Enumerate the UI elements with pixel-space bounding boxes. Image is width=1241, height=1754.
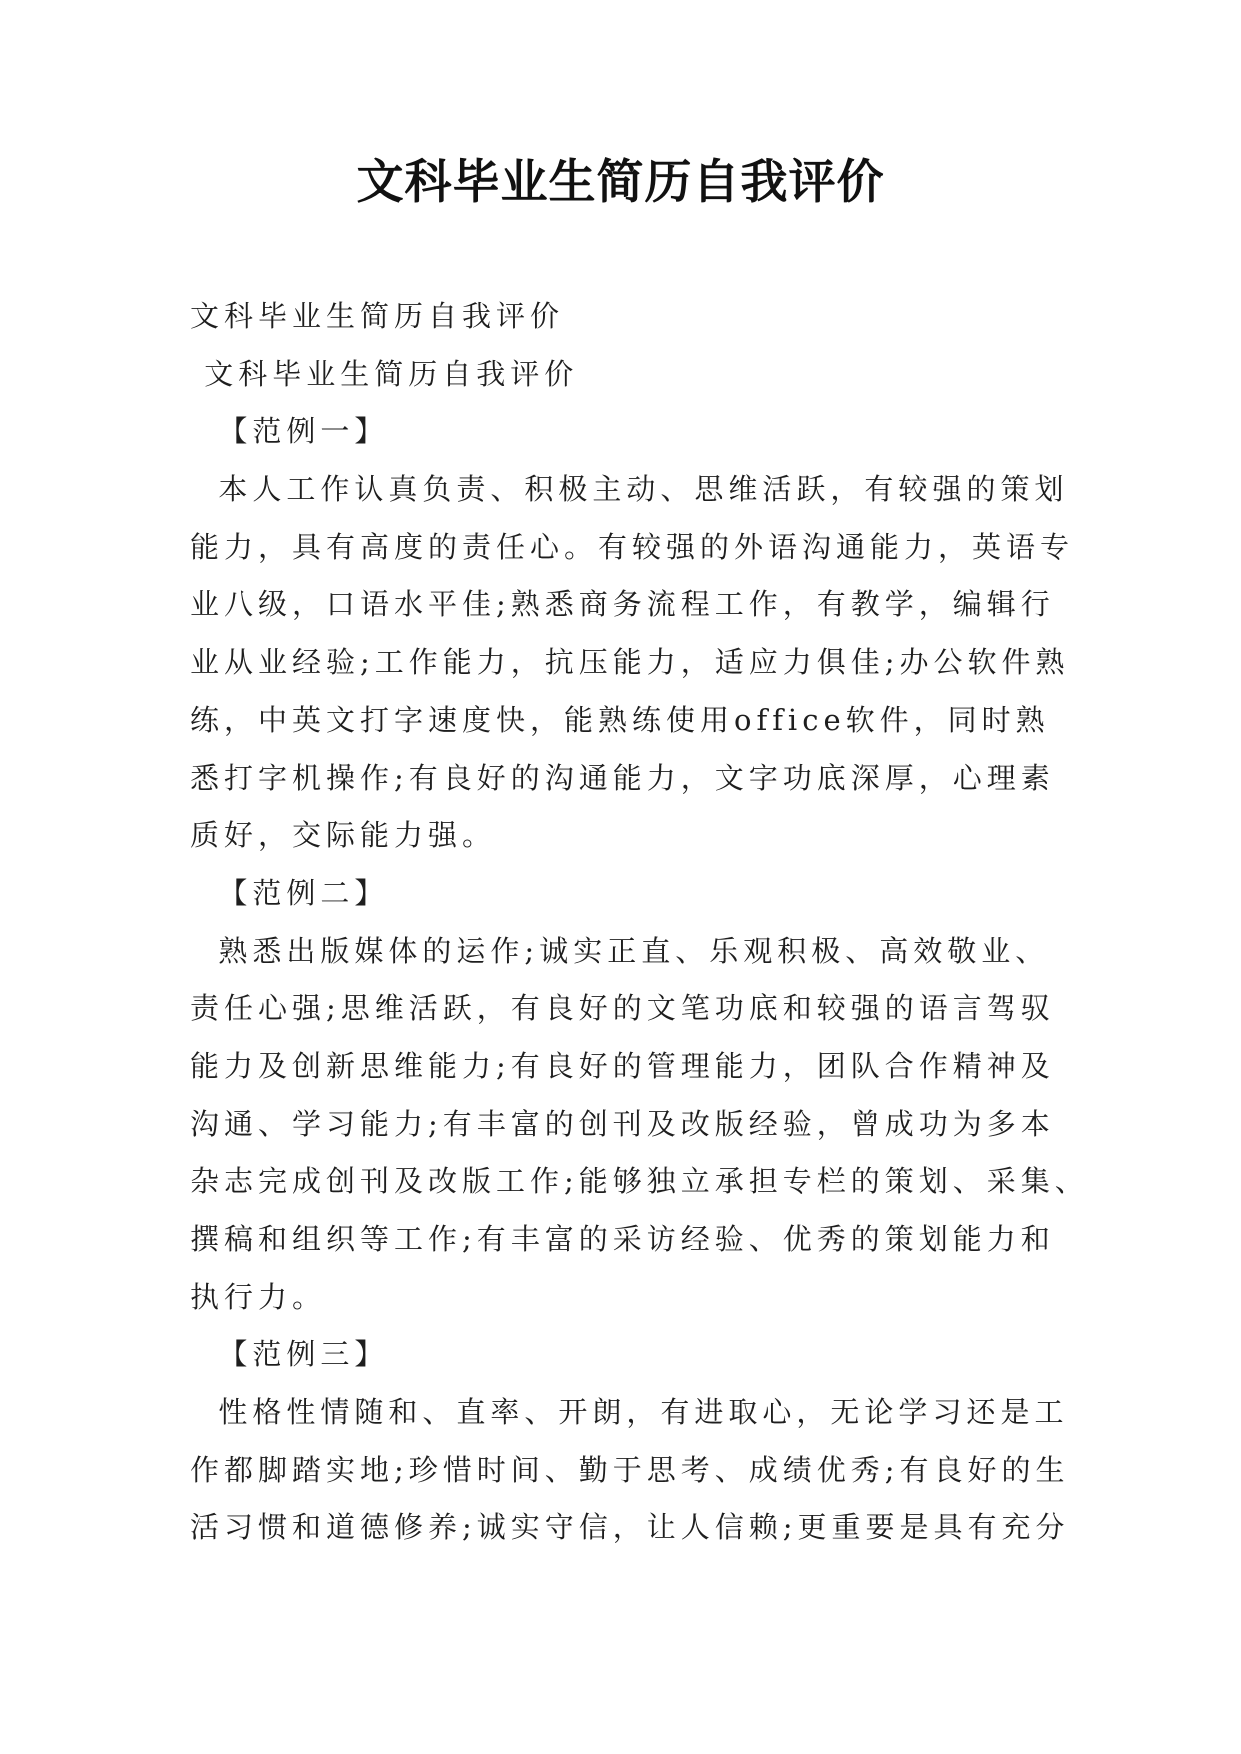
body-line: 质好，交际能力强。 <box>190 818 497 853</box>
body-line: 本人工作认真负责、积极主动、思维活跃，有较强的策划 <box>190 472 1069 507</box>
body-line: 作都脚踏实地;珍惜时间、勤于思考、成绩优秀;有良好的生 <box>190 1452 1070 1487</box>
body-line: 能力及创新思维能力;有良好的管理能力，团队合作精神及 <box>190 1048 1055 1083</box>
section-heading-example-1: 【范例一】 <box>190 414 389 449</box>
body-line: 文科毕业生简历自我评价 <box>190 299 565 333</box>
body-line: 撰稿和组织等工作;有丰富的采访经验、优秀的策划能力和 <box>190 1222 1055 1256</box>
body-line: 业从业经验;工作能力，抗压能力，适应力俱佳;办公软件熟 <box>190 645 1070 680</box>
body-line: 熟悉出版媒体的运作;诚实正直、乐观积极、高效敬业、 <box>190 933 1050 968</box>
section-heading-example-2: 【范例二】 <box>190 875 389 910</box>
body-line: 练，中英文打字速度快，能熟练使用office软件，同时熟 <box>190 702 1050 737</box>
body-line: 责任心强;思维活跃，有良好的文笔功底和较强的语言驾驭 <box>190 991 1055 1026</box>
body-line: 沟通、学习能力;有丰富的创刊及改版经验，曾成功为多本 <box>190 1106 1055 1141</box>
body-line: 执行力。 <box>190 1279 327 1314</box>
body-line: 悉打字机操作;有良好的沟通能力，文字功底深厚，心理素 <box>190 760 1055 795</box>
body-line: 活习惯和道德修养;诚实守信，让人信赖;更重要是具有充分 <box>190 1510 1070 1545</box>
section-heading-example-3: 【范例三】 <box>190 1337 389 1372</box>
body-line: 能力，具有高度的责任心。有较强的外语沟通能力，英语专 <box>190 529 1075 564</box>
body-line: 业八级，口语水平佳;熟悉商务流程工作，有教学，编辑行 <box>190 587 1055 622</box>
body-line: 性格性情随和、直率、开朗，有进取心，无论学习还是工 <box>190 1395 1069 1430</box>
body-line: 杂志完成创刊及改版工作;能够独立承担专栏的策划、采集、 <box>190 1164 1089 1199</box>
body-line: 文科毕业生简历自我评价 <box>190 356 579 391</box>
document-body <box>190 288 1190 1557</box>
document-title: 文科毕业生简历自我评价 <box>356 155 885 210</box>
